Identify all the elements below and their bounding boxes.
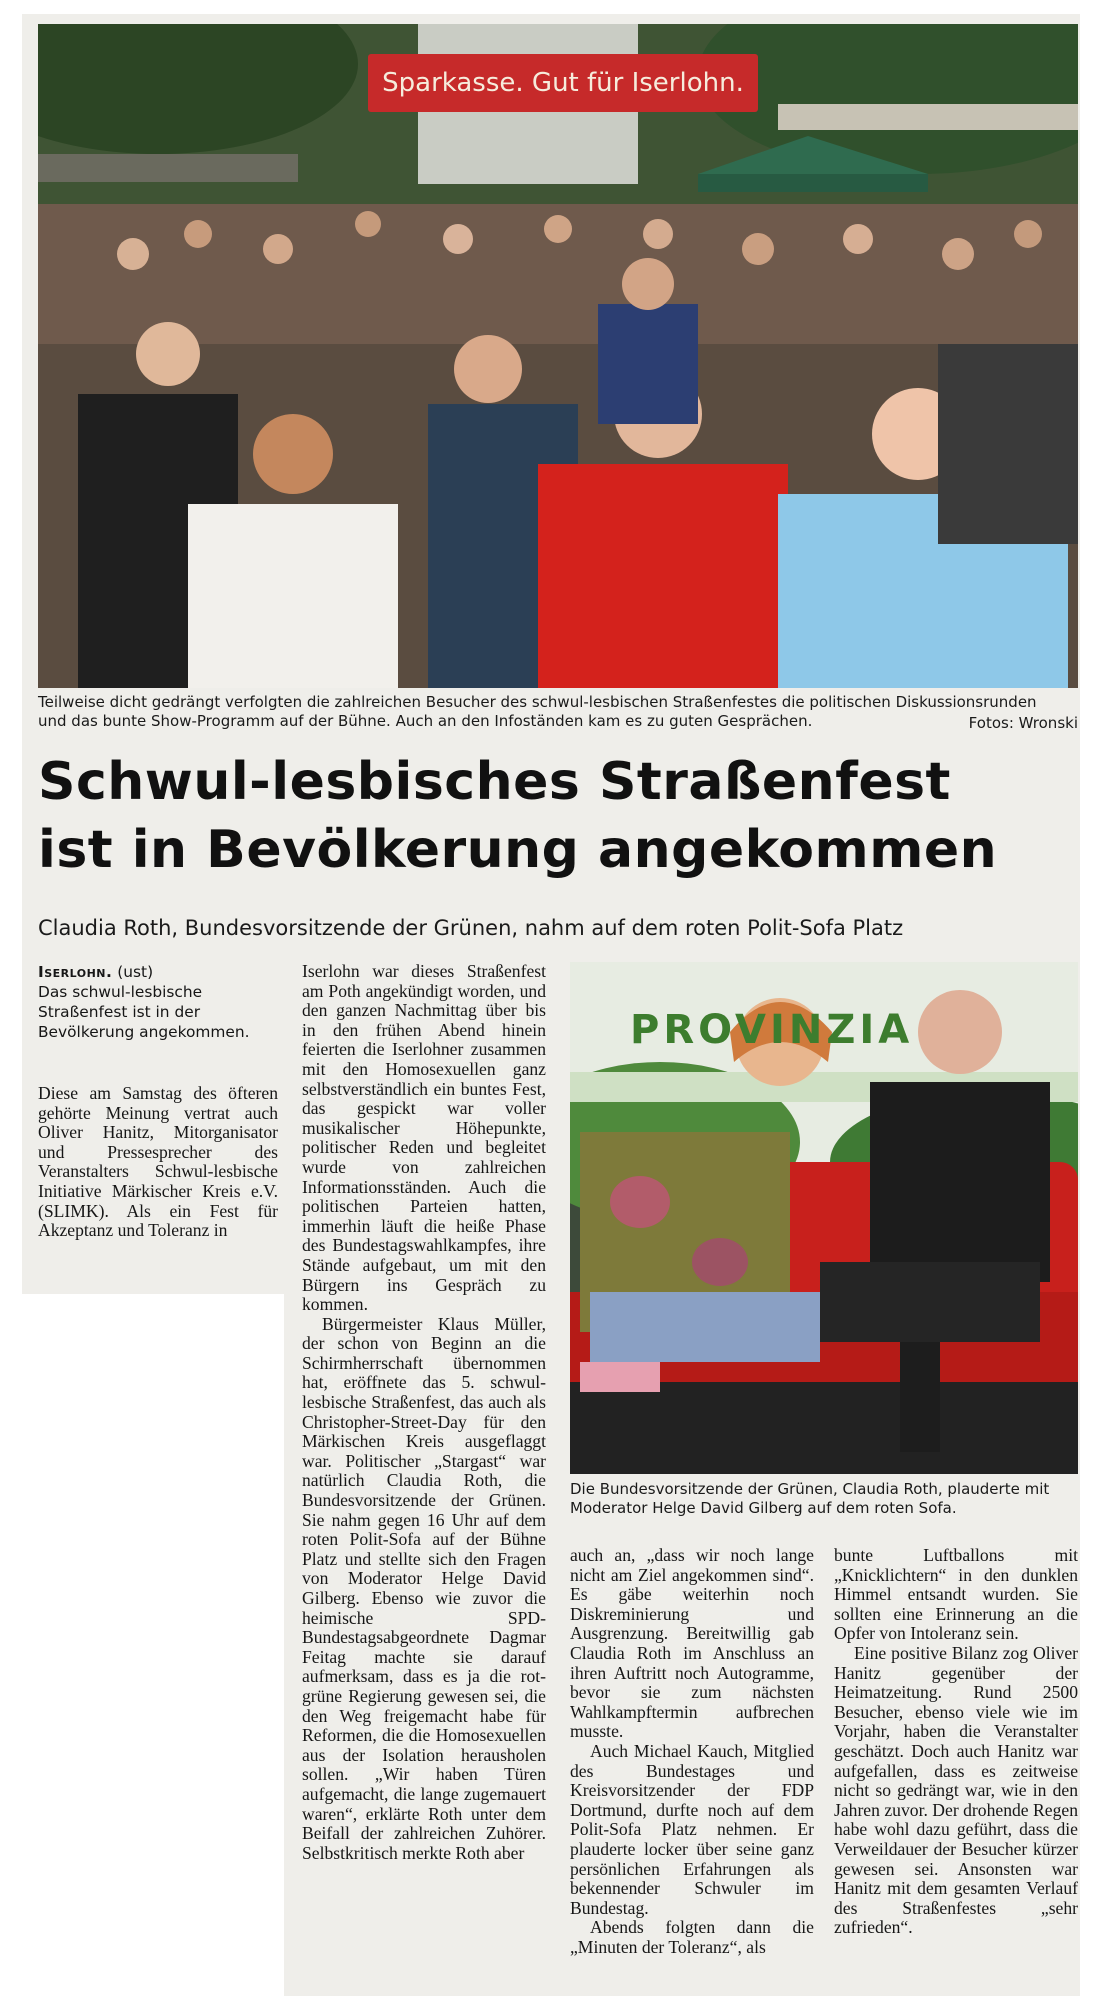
headline	[38, 748, 1068, 884]
headline-line-2: ist in Bevölkerung angekommen	[38, 820, 998, 880]
sofa-backdrop-text: PROVINZIA	[630, 1007, 914, 1053]
lead-text: Das schwul-lesbische Straßenfest ist in der Bevölkerung angekommen.	[38, 983, 250, 1041]
column-2-paragraph-1: Iserlohn war dieses Straßenfest am Poth angekündigt worden, und den ganzen Nachmittag über bis in den frühen Abend hinein feierten die Iserlohner zusammen mit den Homosexuellen ganz selbstverständlich ein buntes Fest, das gespickt war voller musikalischer Höhepunkte, politischer Reden und begleitet wurde von zahlreichen Informationsständen. Auch die politischen Parteien hatten, immerhin läuft die heiße Phase des Bundestagswahlkampfes, ihre Stände aufgebaut, um mit den Bürgern ins Gespräch zu kommen.	[302, 961, 546, 1315]
headline-line-1: Schwul-lesbisches Straßenfest	[38, 752, 951, 812]
crowd-photo	[38, 24, 1078, 688]
caption-line-2: und das bunte Show-Programm auf der Bühne. Auch an den Infoständen kam es zu guten Gesprächen.	[38, 712, 813, 730]
sofa-photo-caption	[570, 1480, 1078, 1520]
sofa-caption-line-1: Die Bundesvorsitzende der Grünen, Claudia Roth, plauderte mit	[570, 1480, 1050, 1498]
crowd-photo-caption	[38, 693, 1078, 733]
lead-paragraph	[38, 962, 278, 1042]
subheadline: Claudia Roth, Bundesvorsitzende der Grünen, nahm auf dem roten Polit-Sofa Platz	[38, 916, 904, 940]
column-4-paragraph-1: bunte Luftballons mit „Knicklichtern“ in den dunklen Himmel entsandt wurden. Sie sollten eine Erinnerung an die Opfer von Intoleranz sein.	[834, 1545, 1078, 1644]
column-1	[38, 1084, 278, 1241]
column-3-paragraph-3: Abends folgten dann die „Minuten der Toleranz“, als	[570, 1917, 814, 1957]
sofa-photo	[570, 962, 1078, 1474]
photo-credit: Fotos: Wronski	[968, 714, 1078, 732]
column-3-paragraph-2: Auch Michael Kauch, Mitglied des Bundestages und Kreisvorsitzender der FDP Dortmund, durfte noch auf dem Polit-Sofa Platz nehmen. Er plauderte locker über seine ganz persönlichen Erfahrungen als bekennender Schwuler im Bundestag.	[570, 1740, 814, 1918]
column-3	[570, 1546, 814, 1957]
caption-line-1: Teilweise dicht gedrängt verfolgten die zahlreichen Besucher des schwul-lesbischen Straßenfestes die politischen Diskussionsrunden	[38, 693, 1037, 711]
column-4	[834, 1546, 1078, 1938]
column-2	[302, 962, 546, 1863]
column-1-text: Diese am Samstag des öfteren gehörte Meinung vertrat auch Oliver Hanitz, Mitorganisator und Pressesprecher des Veranstalters Schwul-lesbische Initiative Märkischer Kreis e.V. (SLIMK). Als ein Fest für Akzeptanz und Toleranz in	[38, 1083, 278, 1241]
byline: (ust)	[117, 963, 154, 981]
sofa-caption-line-2: Moderator Helge David Gilberg auf dem roten Sofa.	[570, 1499, 957, 1517]
column-3-paragraph-1: auch an, „dass wir noch lange nicht am Ziel angekommen sind“. Es gäbe weiterhin noch Diskreminierung und Ausgrenzung. Bereitwillig gab Claudia Roth im Anschluss an ihren Auftritt noch Autogramme, bevor sie zum nächsten Wahlkampftermin aufbrechen musste.	[570, 1545, 814, 1742]
column-4-paragraph-2: Eine positive Bilanz zog Oliver Hanitz gegenüber der Heimatzeitung. Rund 2500 Besucher, ebenso viele wie im Vorjahr, haben die Veranstalter geschätzt. Doch auch Hanitz war aufgefallen, dass es zeitweise nicht so gedrängt war, wie in den Jahren zuvor. Der drohende Regen habe wohl dazu geführt, dass die Verweildauer der Besucher kürzer gewesen sei. Ansonsten war Hanitz mit dem gesamten Verlauf des Straßenfestes „sehr zufrieden“.	[834, 1642, 1078, 1938]
dateline: Iserlohn.	[38, 963, 113, 981]
sparkasse-banner-text: Sparkasse. Gut für Iserlohn.	[382, 68, 744, 98]
column-2-paragraph-2: Bürgermeister Klaus Müller, der schon von Beginn an die Schirmherrschaft übernommen hat, eröffnete das 5. schwul-lesbische Straßenfest, das auch als Christopher-Street-Day für den Märkischen Kreis ausgeflaggt war. Politischer „Stargast“ war natürlich Claudia Roth, die Bundesvorsitzende der Grünen. Sie nahm gegen 16 Uhr auf dem roten Polit-Sofa auf der Bühne Platz und stellte sich den Fragen von Moderator Helge David Gilberg. Ebenso wie zuvor die heimische SPD-Bundestagsabgeordnete Dagmar Feitag machte sie darauf aufmerksam, dass es ja die rot-grüne Regierung gewesen sei, die den Weg freigemacht habe für Reformen, die die Homosexuellen aus der Isolation herausholen sollen. „Wir haben Türen aufgemacht, die lange zugemauert waren“, erklärte Roth unter dem Beifall der zahlreichen Zuhörer. Selbstkritisch merkte Roth aber	[302, 1313, 546, 1863]
